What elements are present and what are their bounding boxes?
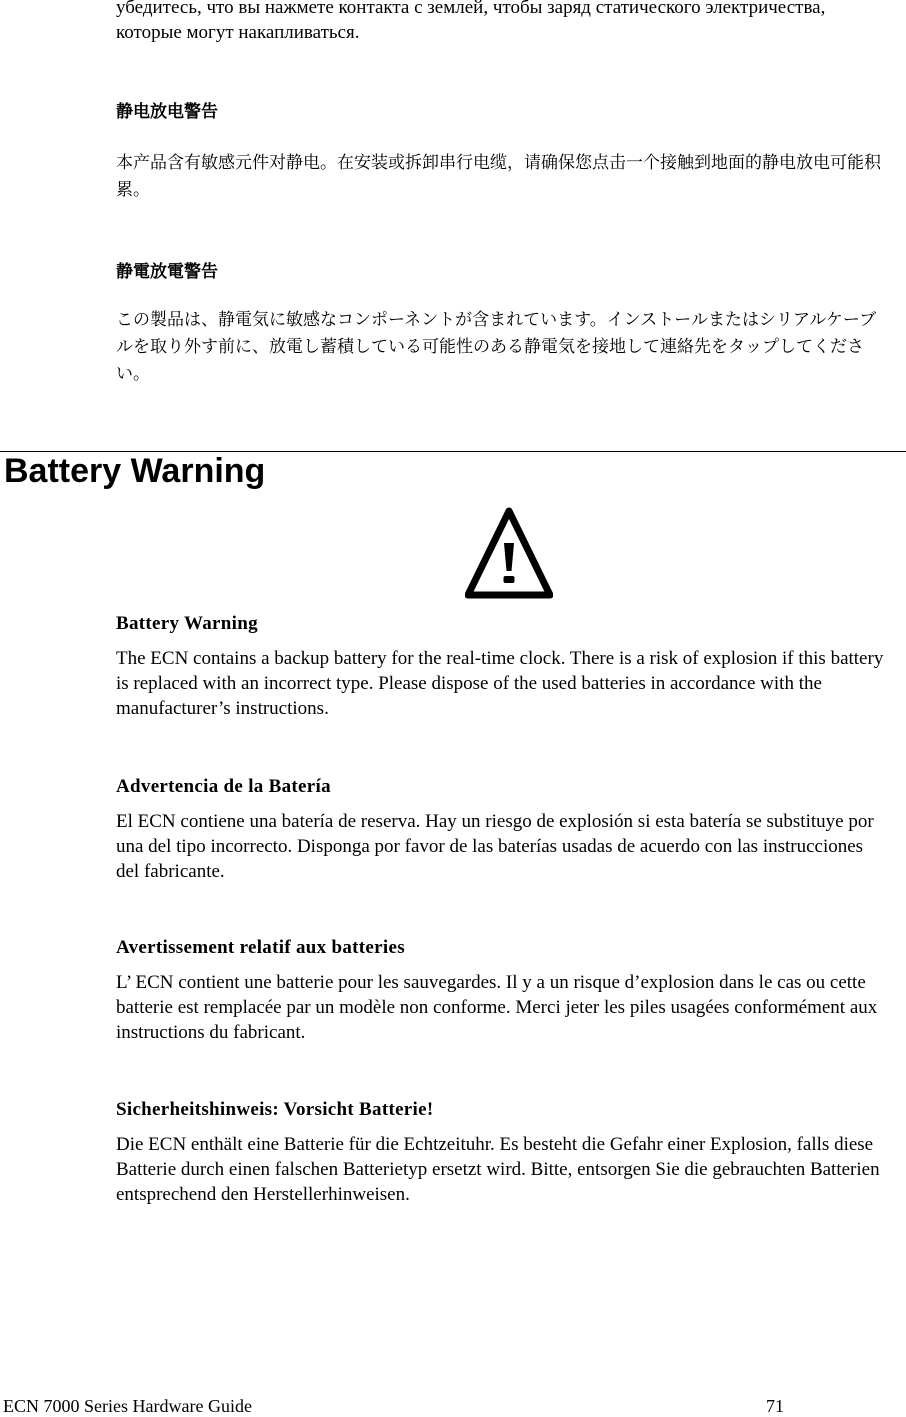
page-number: 71 [766,1396,784,1416]
notice-body: El ECN contiene una batería de reserva. Hay un riesgo de explosión si esta batería se substituye por una del tipo incorrecto. Disponga por favor de las baterías usadas de acuerdo con las instrucciones del fabricante. [116,811,874,882]
notice-heading: Sicherheitshinweis: Vorsicht Batterie! [116,1099,434,1120]
notice-heading: Battery Warning [116,613,258,634]
notice-body: L’ ECN contient une batterie pour les sauvegardes. Il y a un risque d’explosion dans le cas ou cette batterie est remplacée par un modèle non conforme. Merci jeter les piles usagées conformément aux instructions du fabricant. [116,972,878,1043]
japanese-body: この製品は、静電気に敏感なコンポーネントが含まれています。インストールまたはシリアルケーブルを取り外す前に、放電し蓄積している可能性のある静電気を接地して連絡先をタップしてください。 [116,310,877,384]
chinese-simplified-body: 本产品含有敏感元件对静电。在安装或拆卸串行电缆，请确保您点击一个接触到地面的静电放电可能积累。 [116,153,881,200]
footer-title: ECN 7000 Series Hardware Guide [3,1396,252,1416]
warning-triangle-icon [465,507,553,599]
notice-body: The ECN contains a backup battery for the real-time clock. There is a risk of explosion if this battery is replaced with an incorrect type. Please dispose of the used batteries in accordance with the manufacturer’s instructions. [116,648,884,719]
notice-body: Die ECN enthält eine Batterie für die Echtzeituhr. Es besteht die Gefahr einer Explosion, falls diese Batterie durch einen falschen Batterietyp ersetzt wird. Bitte, entsorgen Sie die gebrauchten Batterien entsprechend den Herstellerhinweisen. [116,1134,880,1205]
notice-spanish [116,776,888,884]
section-title: Battery Warning [4,452,266,490]
chinese-simplified-heading: 静电放电警告 [116,102,218,122]
notice-english [116,613,888,721]
russian-continuation-text: убедитесь, что вы нажмете контакта с землей, чтобы заряд статического электричества, которые могут накапливаться. [116,0,826,43]
chinese-traditional-heading: 静電放電警告 [116,262,218,282]
notice-french [116,937,888,1045]
notice-heading: Avertissement relatif aux batteries [116,937,405,958]
notice-german [116,1099,888,1207]
notice-heading: Advertencia de la Batería [116,776,331,797]
